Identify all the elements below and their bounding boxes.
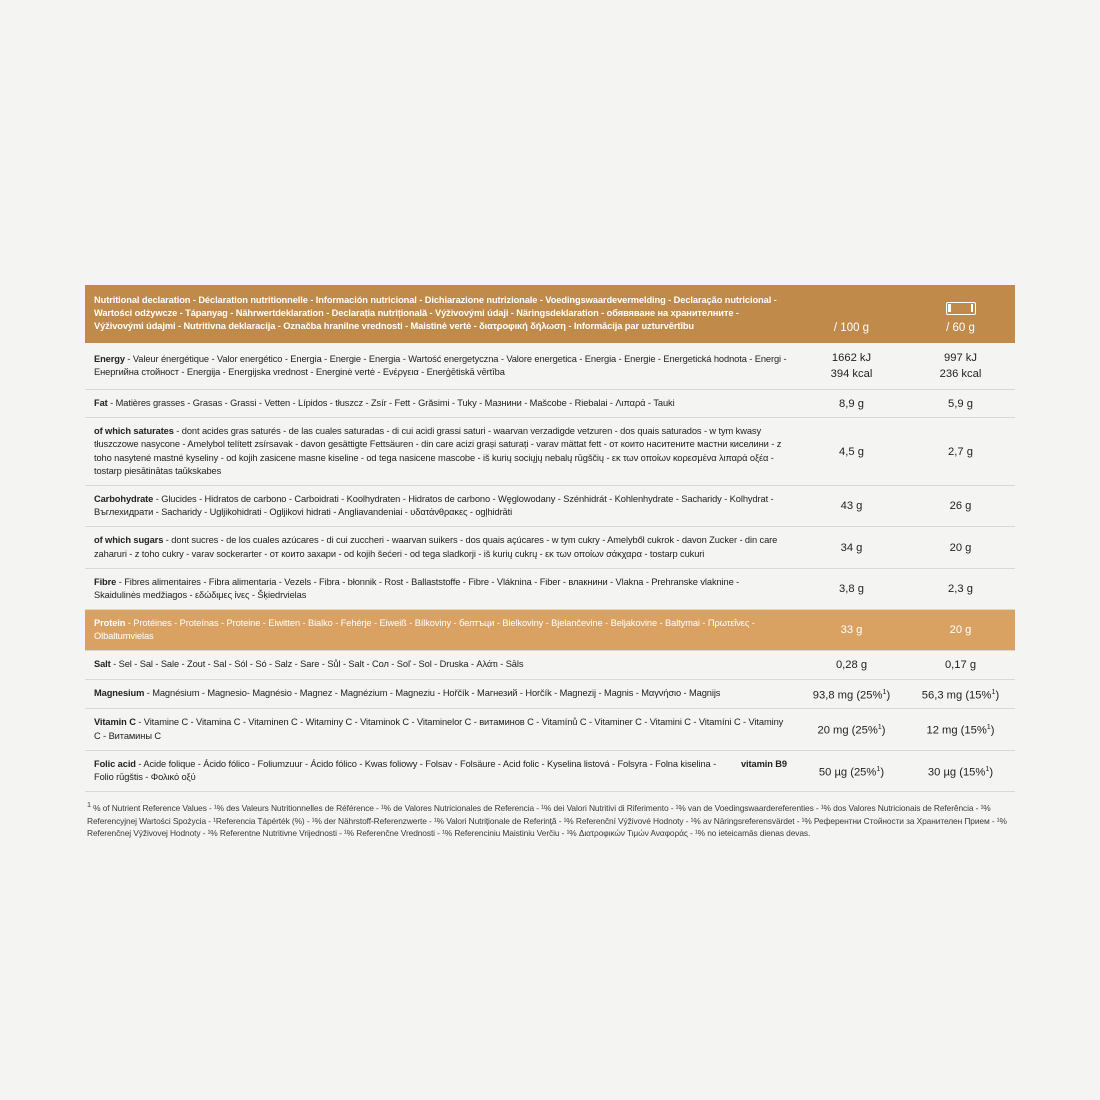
- folic-acid-paren-60g: ): [989, 766, 994, 779]
- nutrient-translations-magnesium: - Magnésium - Magnesio- Magnésio - Magnez - Magnézium - Magneziu - Hořčík - Магнезий - Horčík - Magnezij - Magnis - Μαγνήσιο - Magnijs: [144, 688, 721, 699]
- header-languages: Nutritional declaration - Déclaration nutritionnelle - Información nutricional - Dichiarazione nutrizionale - Voedingswaardevermelding - Declaração nutricional - Wartości odżywcze - Tápanyag - Nährwertdeklaration - Declarația nutrițională - Výživovými údaji - Näringsdeklaration - обявяване на хранителните - Výživovými údajmi - Nutritivna deklaracija - Označba hranilne vrednosti - Maistinė vertė - διατροφική δήλωση - Informācija par uzturvērtību: [85, 285, 797, 343]
- nutrient-translations-salt: - Sel - Sal - Sale - Zout - Sal - Sól - Só - Salz - Sare - Sůl - Salt - Сол - Soľ - Sol - Druska - Αλάτι - Sāls: [110, 659, 524, 670]
- saturates-value-100g: 4,5 g: [839, 445, 864, 458]
- table-row: [85, 418, 1015, 486]
- table-row: [85, 750, 1015, 791]
- header-unit-100g: [797, 285, 906, 343]
- salt-value-60g: 0,17 g: [944, 659, 977, 672]
- carbohydrate-value-100g: 43 g: [840, 500, 863, 513]
- protein-value-100g: 33 g: [840, 624, 863, 637]
- vitamin-c-value-60g: [906, 709, 1015, 750]
- fibre-value-100g: 3,8 g: [839, 582, 864, 595]
- nutrient-translations-sugars: - dont sucres - de los cuales azúcares - di cui zuccheri - waarvan suikers - dos quais açúcares - w tym cukry - Amelyből cukrok - davon Zucker - din care zaharuri - z toho cukry - varav sockerarter - от които захари - od kojih šećeri - od tega sladkorji - iš kurių cukrų - εκ των οποίων σάκχαρα - tostarp cukuri: [94, 535, 778, 559]
- nutrient-label-carbohydrate: [85, 485, 797, 526]
- folic-acid-value-60g: [906, 750, 1015, 791]
- footnote-text: % of Nutrient Reference Values - ¹% des Valeurs Nutritionnelles de Référence - ¹% de Valores Nutricionales de Referencia - ¹% dei Valori Nutritivi di Riferimento - ¹% van de Voedingswaardereferenties - ¹% dos Valores Nutricionais de Referência - ¹% Referencyjnej Wartości Spożycia - ¹Referencia Tápérték (%) - ¹% der Nährstoff-Referenzwerte - ¹% Valori Nutriționale de Referință - ¹% Referenční Výživové Hodnoty - ¹% av Näringsreferensvärdet - ¹% Референтни Стойности за Хранителен Прием - ¹% Referenčnej Výživovej Hodnoty - ¹% Referentne Nutritivne Vrijednosti - ¹% Referenčne Vrednosti - ¹% Referenciniu Maistiniu Verčiu - ¹% Διατροφικών Τιμών Αναφοράς - ¹% no ieteicamās dienas devas.: [87, 802, 1007, 839]
- table-row-protein-highlighted: [85, 610, 1015, 651]
- nutrient-name-carbohydrate: Carbohydrate: [94, 493, 154, 504]
- nutrition-table: [85, 285, 1015, 792]
- nutrient-translations-vitamin-c: - Vitamine C - Vitamina C - Vitaminen C - Witaminy C - Vitaminok C - Vitaminelor C - витаминов C - Vitamínů C - Vitaminer C - Vitamini C - Vitamíni C - Vitaminy C - Витамины C: [94, 717, 784, 741]
- nutrient-translations-fibre: - Fibres alimentaires - Fibra alimentaria - Vezels - Fibra - błonnik - Rost - Ballaststoffe - Fibre - Vláknina - Fiber - влакнини - Vlakna - Prehranske vlaknine - Skaidulinės medžiagos - εδώδιμες ίνες - Šķiedrvielas: [94, 576, 740, 600]
- header-unit-60g-label: / 60 g: [946, 321, 975, 334]
- header-unit-60g: [906, 285, 1015, 343]
- magnesium-value-60g: [906, 679, 1015, 709]
- nutrient-label-protein: [85, 610, 797, 651]
- energy-value-60g: [906, 343, 1015, 390]
- table-row: [85, 568, 1015, 609]
- nutrient-translations-carbohydrate: - Glucides - Hidratos de carbono - Carboidrati - Koolhydraten - Hidratos de carbono - Węglowodany - Szénhidrát - Kohlenhydrate - Sacharidy - Kolhydrat - Въглехидрати - Sacharidy - Ugljikohidrati - Ogljikovi hidrati - Angliavandeniai - υδατάνθρακες - ogļhidrāti: [94, 493, 774, 518]
- salt-value-100g: 0,28 g: [835, 659, 868, 672]
- nutrient-translations-protein: - Protéines - Proteínas - Proteine - Eiwitten - Bialko - Fehérje - Eiweiß - Bílkoviny - белтъци - Bielkoviny - Bjelančevine - Beljakovine - Baltymai - Πρωτεΐνες - Olbaltumvielas: [94, 618, 755, 642]
- magnesium-amount-100g: 93,8 mg (25%: [812, 689, 883, 702]
- nutrient-name-folic-acid: Folic acid: [94, 758, 136, 769]
- vitamin-c-value-100g: [797, 709, 906, 750]
- nrv-footnote: [85, 800, 1015, 840]
- sugars-value-60g: 20 g: [949, 541, 972, 554]
- nutrient-name-salt: Salt: [94, 659, 111, 670]
- table-row: [85, 343, 1015, 390]
- nutrient-name-fat: Fat: [94, 398, 108, 409]
- nutrient-label-sugars: [85, 527, 797, 568]
- nutrient-name-saturates: of which saturates: [94, 426, 174, 437]
- table-row: [85, 527, 1015, 568]
- header-unit-100g-label: / 100 g: [833, 321, 870, 334]
- nutrient-name-vitamin-c: Vitamin C: [94, 717, 136, 728]
- fat-value-100g: 8,9 g: [839, 397, 864, 410]
- energy-kj-60g: 997 kJ: [944, 351, 977, 364]
- magnesium-paren-100g: ): [886, 689, 891, 702]
- nutrient-name-protein: Protein: [94, 618, 126, 629]
- folic-acid-amount-100g: 50 µg (25%: [818, 766, 877, 779]
- table-header: [85, 285, 1015, 343]
- folic-acid-paren-100g: ): [880, 766, 885, 779]
- vitamin-c-nrv-footnote-100g: 1: [877, 722, 882, 732]
- vitamin-c-amount-60g: 12 mg (15%: [926, 724, 987, 737]
- fibre-value-60g: 2,3 g: [948, 582, 973, 595]
- nutrient-label-fat: [85, 390, 797, 418]
- magnesium-value-100g: [797, 679, 906, 709]
- table-row: [85, 390, 1015, 418]
- nutrient-label-saturates: [85, 418, 797, 486]
- energy-kcal-60g: 236 kcal: [939, 367, 982, 380]
- saturates-value-60g: 2,7 g: [948, 445, 973, 458]
- protein-value-60g: 20 g: [949, 624, 972, 637]
- nutrient-label-folic-acid: [85, 750, 797, 791]
- nutrient-name-energy: Energy: [94, 353, 125, 364]
- nutrient-translations-folic-acid: - Acide folique - Ácido fólico - Foliumzuur - Ácido fólico - Kwas foliowy - Folsav - Folsäure - Acid folic - Kyselina listová - Folsyra - Folna kiselina - Folio rūgštis - Φολικό οξύ: [94, 758, 717, 782]
- energy-kcal-100g: 394 kcal: [830, 367, 873, 380]
- nutrient-translations-energy: - Valeur énergétique - Valor energético - Energia - Energie - Energia - Wartość energetyczna - Valore energetica - Energia - Energie - Energetická hodnota - Energi - Енергийна стойност - Energija - Energijska vrednost - Energinė vertė - Ενέργεια - Enerģētiskā vērtība: [94, 353, 787, 377]
- table-row: [85, 709, 1015, 750]
- table-body: [85, 343, 1015, 792]
- carbohydrate-value-60g: 26 g: [949, 500, 972, 513]
- package-icon: [946, 302, 976, 315]
- folic-acid-nrv-footnote-60g: 1: [985, 763, 990, 773]
- sugars-value-100g: 34 g: [840, 541, 863, 554]
- footnote-marker: 1: [87, 800, 91, 810]
- folic-acid-value-100g: [797, 750, 906, 791]
- magnesium-nrv-footnote-60g: 1: [991, 686, 996, 696]
- vitamin-c-paren-60g: ): [990, 724, 995, 737]
- nutrient-label-salt: [85, 651, 797, 679]
- nutrient-name-fibre: Fibre: [94, 576, 117, 587]
- nutrient-translations-fat: - Matières grasses - Grasas - Grassi - Vetten - Lípidos - tłuszcz - Zsír - Fett - Grăsimi - Tuky - Мазнини - Mašcobe - Riebalai - Λιπαρά - Tauki: [107, 398, 675, 409]
- fat-value-60g: 5,9 g: [948, 397, 973, 410]
- magnesium-amount-60g: 56,3 mg (15%: [921, 689, 992, 702]
- energy-kj-100g: 1662 kJ: [831, 351, 872, 364]
- folic-acid-nrv-footnote-100g: 1: [876, 763, 881, 773]
- nutrient-label-magnesium: [85, 679, 797, 709]
- nutrient-name-sugars: of which sugars: [94, 535, 164, 546]
- table-row: [85, 679, 1015, 709]
- nutrient-name-magnesium: Magnesium: [94, 688, 145, 699]
- folic-acid-amount-60g: 30 µg (15%: [927, 766, 986, 779]
- nutrient-label-vitamin-c: [85, 709, 797, 750]
- magnesium-nrv-footnote-100g: 1: [882, 686, 887, 696]
- nutrient-label-fibre: [85, 568, 797, 609]
- table-row: [85, 485, 1015, 526]
- vitamin-c-amount-100g: 20 mg (25%: [817, 724, 878, 737]
- vitamin-b9-tag: vitamin B9: [740, 758, 787, 769]
- vitamin-c-paren-100g: ): [881, 724, 886, 737]
- magnesium-paren-60g: ): [995, 689, 1000, 702]
- vitamin-c-nrv-footnote-60g: 1: [986, 722, 991, 732]
- energy-value-100g: [797, 343, 906, 390]
- nutrient-translations-saturates: - dont acides gras saturés - de las cuales saturadas - di cui acidi grassi saturi - waarvan verzadigde vetzuren - dos quais saturados - w tym kwasy tłuszczowe nasycone - Amelybol telített zsírsavak - davon gesättigte Fettsäuren - din care acizi grași saturați - varav mättat fett - от които наситените мастни киселини - z toho nasytené mastné kyseliny - od kojih zasicene masne kiseline - od tega nasicene mascobe - iš kurių sociųjų nebalų rūgščių - εκ των οποίων κορεσμένα λιπαρά οξέα - tostarp piesātinātas taūkskabes: [94, 426, 782, 476]
- table-row: [85, 651, 1015, 679]
- nutrition-declaration-panel: [85, 285, 1015, 840]
- nutrient-label-energy: [85, 343, 797, 390]
